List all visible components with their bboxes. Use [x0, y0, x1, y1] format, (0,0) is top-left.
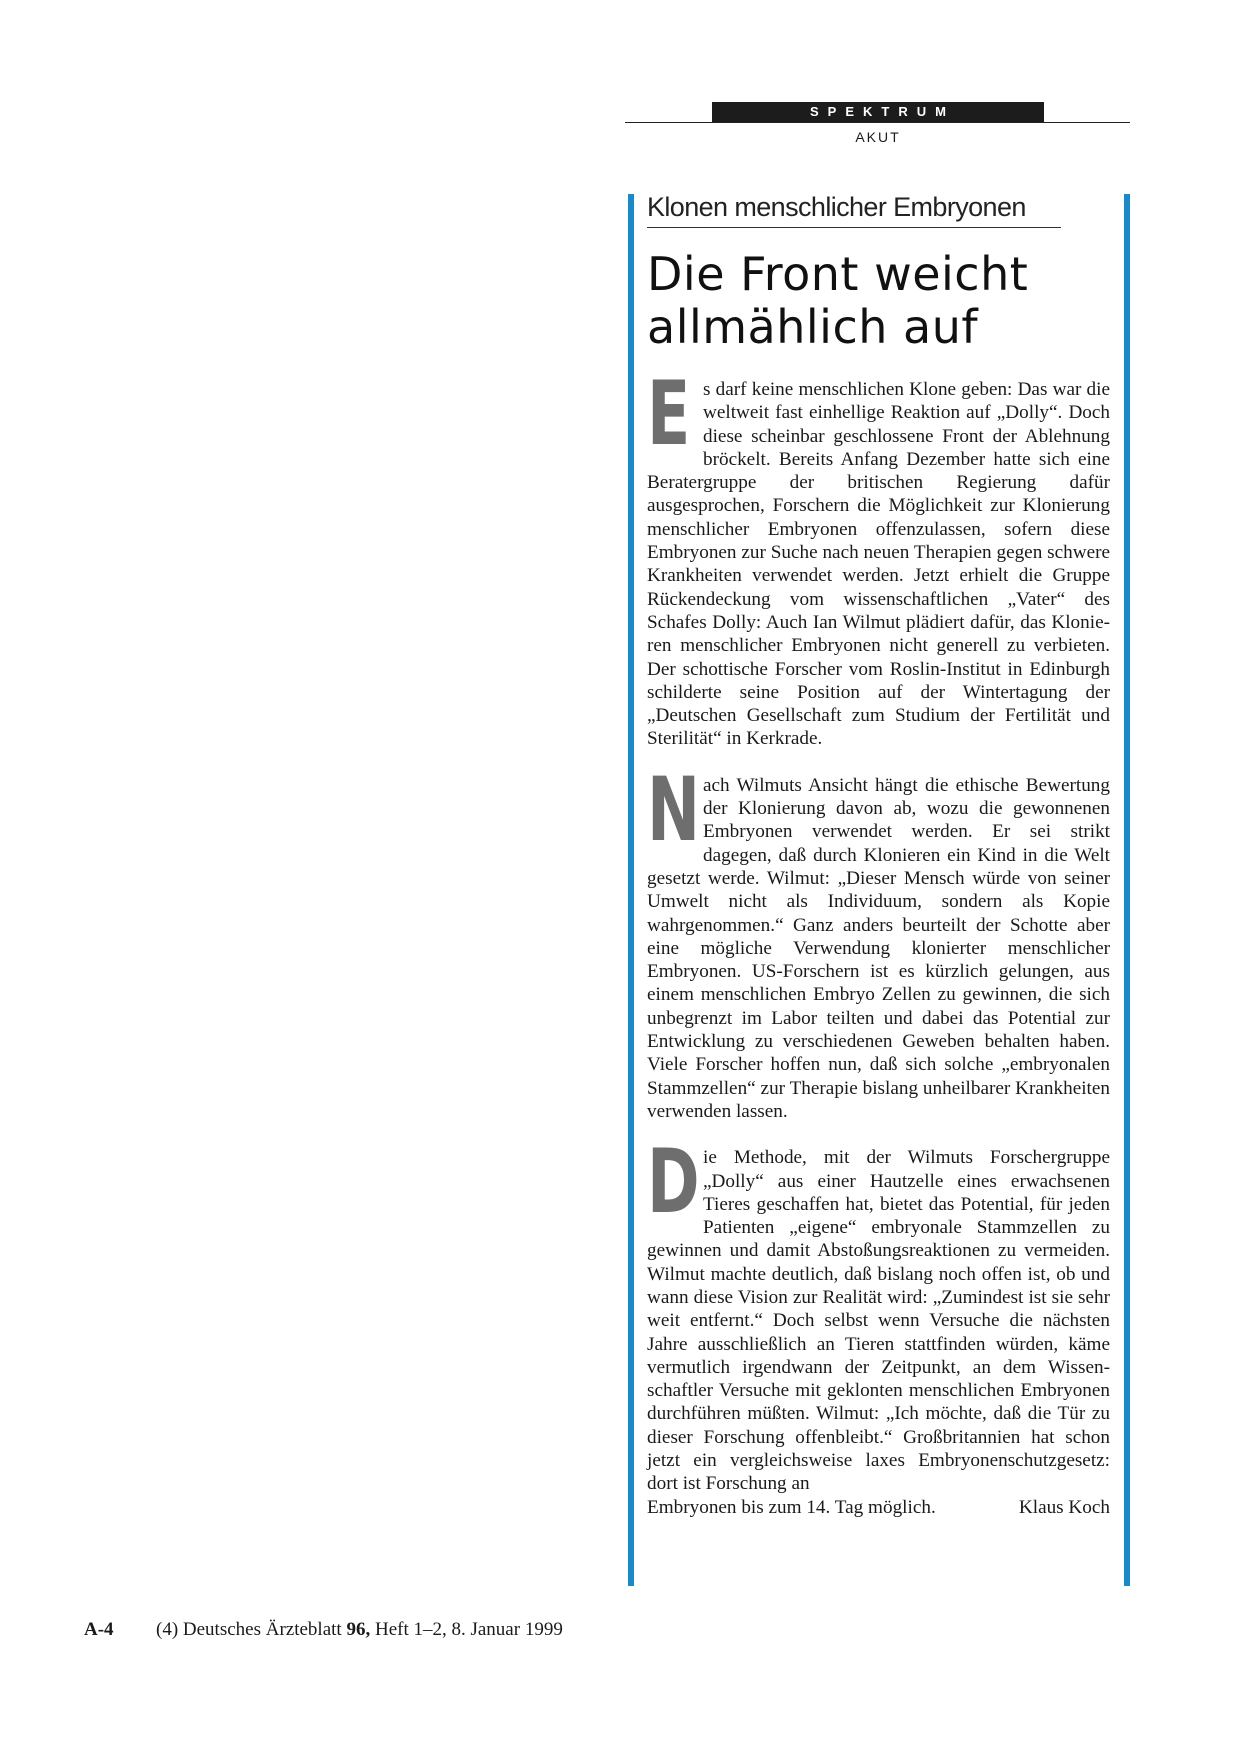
subsection-label: AKUT	[855, 129, 901, 145]
paragraph-text: ie Methode, mit der Wilmuts Forschergruppe „Dolly“ aus einer Hautzelle eines erwachsenen Tieres geschaffen hat, bietet das Potential, für jeden Patienten „eigene“ embryonale Stammzellen zu gewinnen und damit Abstoßungsreaktionen zu vermeiden. Wilmut machte deutlich, daß bislang noch offen ist, ob und wann diese Vision zur Realität wird: „Zumindest ist sie sehr weit entfernt.“ Doch selbst wenn Versuche die nächsten Jahre ausschließlich an Tieren stattfinden würden, käme vermutlich irgendwann der Zeitpunkt, an dem Wissenschaftler Versuche mit geklonten menschlichen Embryonen durchführen müßten. Wilmut: „Ich möchte, daß die Tür zu dieser Forschung offenbleibt.“ Großbritannien hat schon jetzt ein vergleichsweise laxes Embryonenschutzgesetz: dort ist Forschung an	[647, 1147, 1110, 1495]
citation-volume: 96,	[346, 1619, 371, 1640]
paragraph-1	[647, 362, 1110, 751]
article-kicker: Klonen menschlicher Embryonen	[647, 192, 1061, 228]
citation-prefix: (4) Deutsches Ärzteblatt	[156, 1619, 347, 1640]
article-frame-right-bar	[1124, 194, 1130, 1586]
header-rule	[625, 122, 1130, 123]
article-headline: Die Front weicht allmählich auf	[647, 247, 1029, 354]
paragraph-3	[647, 1130, 1110, 1519]
citation-suffix: Heft 1–2, 8. Januar 1999	[370, 1619, 563, 1640]
closing-line	[647, 1496, 1110, 1519]
paragraph-text: s darf keine menschlichen Klone geben: Das war die weltweit fast einhellige Reaktion auf „Dolly“. Doch diese scheinbar geschlossene Front der Ablehnung bröckelt. Bereits Anfang Dezember hatte sich eine Beratergruppe der britischen Regierung dafür ausgesprochen, Forschern die Möglichkeit zur Klonierung menschlicher Embryonen offenzulassen, sofern diese Embryonen zur Suche nach neuen Therapien gegen schwere Krankheiten verwendet werden. Jetzt erhielt die Gruppe Rückendeckung vom wissenschaftlichen „Vater“ des Schafes Dolly: Auch Ian Wilmut plädiert dafür, das Klonieren menschlicher Embryonen nicht generell zu verbieten. Der schottische Forscher vom Roslin-Institut in Edinburgh schilderte seine Position auf der Wintertagung der „Deutschen Gesellschaft zum Studium der Fertilität und Sterilität“ in Kerkrade.	[647, 379, 1110, 750]
dropcap: E	[647, 362, 691, 465]
dropcap: D	[647, 1130, 700, 1234]
article-body	[647, 362, 1110, 1519]
dropcap: N	[647, 757, 701, 861]
section-label: SPEKTRUM	[712, 102, 1044, 122]
page-footer	[84, 1619, 563, 1641]
article-frame-left-bar	[628, 194, 634, 1586]
article	[647, 192, 1110, 1519]
paragraph-last-line: Embryonen bis zum 14. Tag möglich.	[647, 1496, 936, 1518]
paragraph-2	[647, 757, 1110, 1123]
page-number: A-4	[84, 1619, 114, 1640]
author-name: Klaus Koch	[1018, 1496, 1110, 1518]
paragraph-text: ach Wilmuts Ansicht hängt die ethische Bewertung der Klonierung davon ab, wozu die gewonnenen Embryonen verwendet werden. Er sei strikt dagegen, daß durch Klonieren ein Kind in die Welt gesetzt werde. Wilmut: „Dieser Mensch würde von seiner Umwelt nicht als Individuum, sondern als Kopie wahrgenommen.“ Ganz anders beurteilt der Schotte aber eine mögliche Verwendung klonierter menschlicher Embryonen. US-Forschern ist es kürzlich gelungen, aus einem menschlichen Embryo Zellen zu gewinnen, die sich unbegrenzt im Labor teilten und dabei das Potential zur Entwicklung zu verschiedenen Geweben behalten haben. Viele Forscher hoffen nun, daß sich solche „embryonalen Stammzellen“ zur Therapie bislang unheilbarer Krankheiten verwenden lassen.	[647, 774, 1110, 1122]
